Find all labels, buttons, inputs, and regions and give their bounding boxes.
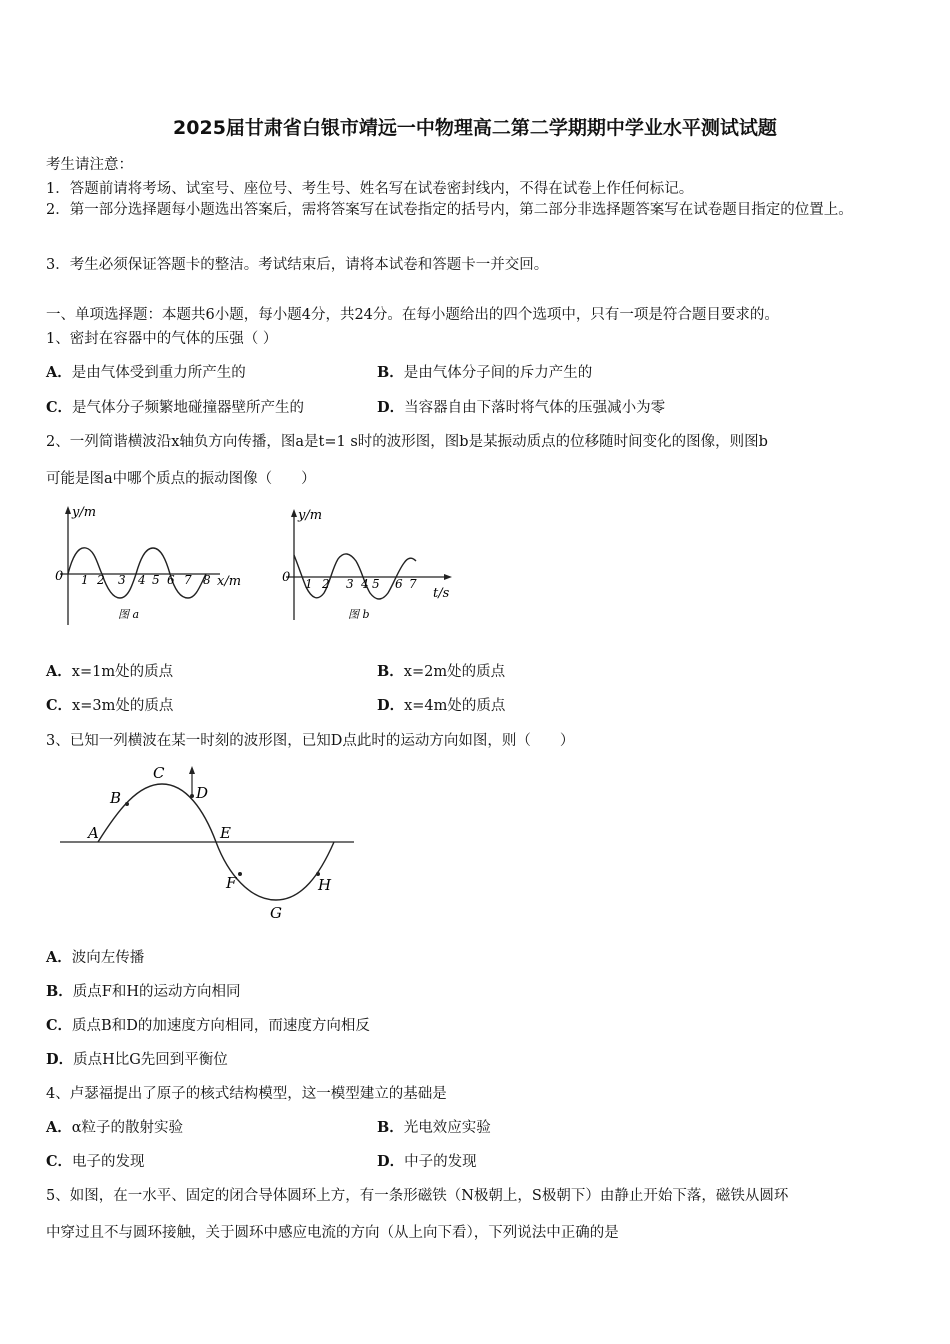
q1-option-a[interactable] [46,361,246,382]
option-label: C． [46,1017,73,1034]
y-axis-arrow [291,509,297,517]
tick-3: 3 [118,573,126,587]
y-label: y/m [298,508,323,523]
notice-item-3: 3．考生必须保证答题卡的整洁。考试结束后，请将本试卷和答题卡一并交回。 [46,257,549,273]
section-heading: 一、单项选择题：本题共6小题，每小题4分，共24分。在每小题给出的四个选项中，只有一项是符合题目要求的。 [46,307,779,323]
tick-3: 3 [346,577,354,591]
option-label: D． [377,399,405,416]
q3-option-d[interactable] [46,1048,228,1069]
q2-option-c[interactable] [46,694,173,715]
option-text: 光电效应实验 [403,1120,491,1136]
y-label: y/m [72,505,97,520]
q4-stem: 4、卢瑟福提出了原子的核式结构模型，这一模型建立的基础是 [46,1086,447,1102]
notice-heading: 考生请注意： [46,157,133,173]
tick-5: 5 [372,577,380,591]
tick-7: 7 [409,577,417,591]
tick-4: 4 [361,577,369,591]
caption: 图 a [118,608,140,621]
tick-4: 4 [138,573,146,587]
option-text: 当容器自由下落时将气体的压强减小为零 [404,400,666,416]
d-arrow-head [189,766,195,774]
origin-label: 0 [282,570,291,585]
origin-label: 0 [55,569,64,584]
option-text: 是由气体受到重力所产生的 [71,365,246,381]
label-a: A [88,824,99,842]
q2-option-b[interactable] [377,660,505,681]
option-label: C． [46,1153,73,1170]
figure-transverse-wave [58,760,358,925]
option-label: D． [46,1051,74,1068]
q3-option-a[interactable] [46,946,144,967]
x-label: x/m [217,574,242,589]
label-b: B [110,789,122,807]
option-label: D． [377,697,405,714]
tick-5: 5 [152,573,160,587]
tick-2: 2 [97,573,105,587]
tick-6: 6 [395,577,403,591]
option-label: A． [46,364,72,381]
tick-8: 8 [203,573,211,587]
caption: 图 b [348,608,370,621]
q1-option-b[interactable] [377,361,592,382]
option-label: C． [46,399,73,416]
q2-stem-line1: 2、一列简谐横波沿x轴负方向传播，图a是t=1 s时的波形图，图b是某振动质点的位移随时间变化的图像，则图b [46,434,768,450]
option-label: A． [46,1119,72,1136]
t-label: t/s [433,586,450,601]
q4-option-c[interactable] [46,1150,145,1171]
q3-stem: 3、已知一列横波在某一时刻的波形图，已知D点此时的运动方向如图，则（ ） [46,733,575,749]
option-text: 质点B和D的加速度方向相同，而速度方向相反 [72,1018,370,1034]
q4-option-b[interactable] [377,1116,491,1137]
label-c: C [153,764,165,782]
option-label: C． [46,697,73,714]
point-b-dot [125,802,129,806]
t-axis-arrow [444,574,452,580]
label-g: G [270,904,282,922]
option-text: 质点H比G先回到平衡位 [73,1052,228,1068]
q4-option-a[interactable] [46,1116,183,1137]
option-text: x=1m处的质点 [71,664,174,680]
option-text: 是由气体分子间的斥力产生的 [403,365,593,381]
q1-option-d[interactable] [377,396,665,417]
point-f-dot [238,872,242,876]
option-text: x=3m处的质点 [72,698,174,714]
option-label: B． [377,1119,404,1136]
option-label: A． [46,949,72,966]
q1-option-c[interactable] [46,396,304,417]
option-label: B． [46,983,73,1000]
option-text: 电子的发现 [72,1154,145,1170]
q4-option-d[interactable] [377,1150,477,1171]
option-label: A． [46,663,72,680]
label-d: D [196,784,209,802]
tick-6: 6 [167,573,175,587]
q1-stem: 1、密封在容器中的气体的压强（ ） [46,331,278,347]
option-label: B． [377,663,404,680]
tick-2: 2 [322,577,330,591]
tick-7: 7 [184,573,192,587]
q5-stem-line2: 中穿过且不与圆环接触，关于圆环中感应电流的方向（从上向下看），下列说法中正确的是 [46,1225,619,1241]
option-text: 波向左传播 [71,950,145,966]
figure-a-wave-graph [50,500,260,630]
q2-option-a[interactable] [46,660,173,681]
label-h: H [318,876,332,894]
q2-stem-line2: 可能是图a中哪个质点的振动图像（ ） [46,471,316,487]
tick-1: 1 [81,573,89,587]
option-text: 质点F和H的运动方向相同 [72,984,241,1000]
q3-option-c[interactable] [46,1014,370,1035]
option-text: x=4m处的质点 [404,698,506,714]
option-label: B． [377,364,404,381]
label-f: F [226,874,237,892]
q3-option-b[interactable] [46,980,240,1001]
q5-stem-line1: 5、如图，在一水平、固定的闭合导体圆环上方，有一条形磁铁（N极朝上，S极朝下）由静止开始下落，磁铁从圆环 [46,1188,789,1204]
option-text: α粒子的散射实验 [71,1120,184,1136]
page-title: 2025届甘肃省白银市靖远一中物理高二第二学期期中学业水平测试试题 [173,117,777,139]
notice-item-1: 1．答题前请将考场、试室号、座位号、考生号、姓名写在试卷密封线内，不得在试卷上作任何标记。 [46,181,694,197]
notice-item-2: 2．第一部分选择题每小题选出答案后，需将答案写在试卷指定的括号内，第二部分非选择题答案写在试卷题目指定的位置上。 [46,202,853,218]
option-text: 是气体分子频繁地碰撞器壁所产生的 [72,400,305,416]
tick-1: 1 [305,577,313,591]
y-axis-arrow [65,506,71,514]
q2-option-d[interactable] [377,694,505,715]
option-label: D． [377,1153,405,1170]
option-text: x=2m处的质点 [403,664,506,680]
option-text: 中子的发现 [404,1154,477,1170]
figure-b-vibration-graph [278,505,478,630]
label-e: E [220,824,231,842]
